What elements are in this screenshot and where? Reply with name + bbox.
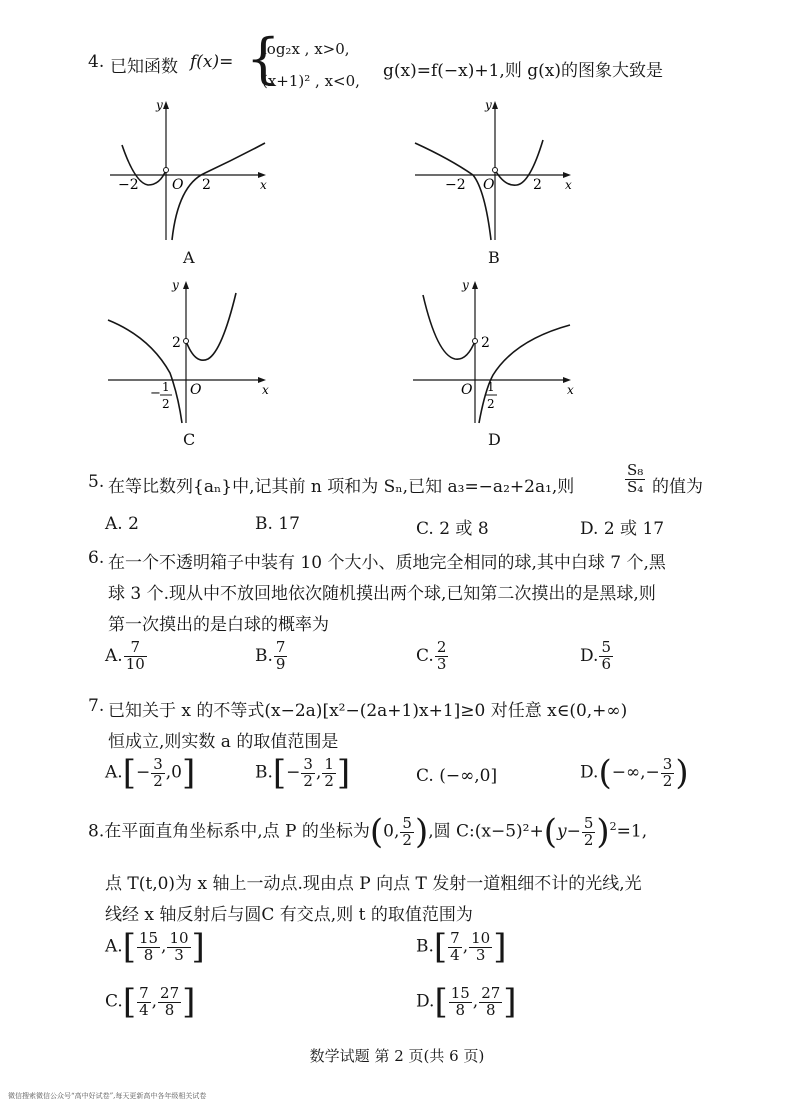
q7-b-label: B. — [255, 762, 273, 783]
q8-line3: 线经 x 轴反射后与圆C 有交点,则 t 的取值范围为 — [105, 905, 473, 925]
graph-d-parabola — [423, 295, 475, 359]
graph-b-y-label: y — [485, 98, 492, 112]
watermark-note: 微信搜索微信公众号“高中好试卷”,每天更新高中各年级相关试卷 — [8, 1092, 207, 1100]
graph-c-y-arrow — [183, 281, 189, 289]
q5-frac-den: S₄ — [627, 477, 644, 496]
q7-option-a[interactable]: A.[− $\frac{3}{2}$ ,0] — [105, 753, 196, 793]
q7-a-den: 2 — [153, 771, 163, 790]
q5-option-b[interactable]: B. 17 — [255, 514, 300, 534]
graph-c-parabola — [186, 293, 236, 360]
q5-fraction — [624, 463, 646, 496]
q5-option-d[interactable]: D. 2 或 17 — [580, 519, 665, 539]
q6-d-den: 6 — [601, 654, 611, 673]
q8-c-d1: 4 — [139, 1000, 149, 1019]
q6-d-label: D. — [580, 645, 599, 666]
q6-d-num: 5 — [601, 638, 611, 656]
q4-case2: (x+1)² , x<0, — [262, 72, 360, 90]
q8-c-n1: 7 — [139, 983, 149, 1002]
graph-a-y-label: y — [156, 98, 163, 112]
q6-c-den: 3 — [436, 654, 447, 673]
q8-c-label: C. — [105, 991, 123, 1012]
q8-a-d1: 8 — [137, 947, 160, 964]
graph-d-origin: O — [461, 382, 473, 398]
q8-b-d2: 3 — [469, 947, 492, 964]
graph-a — [100, 95, 280, 245]
graph-c-x-label: x — [262, 383, 269, 397]
q6-a-den: 10 — [125, 654, 145, 673]
graph-c-minus: − — [150, 386, 161, 401]
q5-option-a[interactable]: A. 2 — [105, 514, 139, 534]
graph-a-open-dot — [164, 168, 169, 173]
graph-d-tick-num: 1 — [487, 380, 495, 394]
graph-c — [100, 275, 280, 425]
q8-b-n1: 7 — [450, 928, 460, 947]
graph-a-log-curve — [172, 143, 265, 240]
q5-frac-num: S₈ — [627, 461, 644, 479]
graph-c-y-label: y — [172, 278, 179, 292]
q4-case1: log₂x , x>0, — [262, 40, 350, 58]
graph-c-tick-num: 1 — [162, 380, 170, 394]
q6-option-a[interactable] — [105, 640, 148, 673]
q5-suffix: 的值为 — [652, 477, 703, 497]
q4-gx: g(x)=f(−x)+1,则 g(x)的图象大致是 — [383, 61, 663, 81]
q7-b-num2: 1 — [324, 754, 334, 773]
q8-l1b: ,圆 C:(x−5)²+ — [428, 821, 544, 842]
q7-option-b[interactable]: B.[− $\frac{3}{2}$ , $\frac{1}{2}$ ] — [255, 753, 351, 793]
q8-c-d2: 8 — [158, 1002, 181, 1019]
q8-b-n2: 10 — [471, 928, 491, 947]
graph-b-tick-pos: 2 — [533, 177, 542, 193]
graph-d-y-label: y — [462, 278, 469, 292]
graph-d-caption: D — [488, 430, 501, 449]
q8-option-a[interactable]: A.[ $\frac{15}{8}$ , $\frac{10}{3}$ ] — [105, 927, 205, 967]
q7-b-den2: 2 — [324, 771, 334, 790]
graph-b-origin: O — [483, 177, 495, 193]
q8-line2: 点 T(t,0)为 x 轴上一动点.现由点 P 向点 T 发射一道粗细不计的光线,光 — [105, 874, 642, 894]
graph-c-origin: O — [190, 382, 202, 398]
q6-line3: 第一次摸出的是白球的概率为 — [108, 615, 329, 635]
graph-b-open-dot — [493, 168, 498, 173]
q7-a-minus: − — [135, 762, 151, 783]
q5-text: 在等比数列{aₙ}中,记其前 n 项和为 Sₙ,已知 a₃=−a₂+2a₁,则 — [108, 477, 575, 497]
q8-d-d1: 8 — [449, 1002, 472, 1019]
q4-fx: f(x)= — [190, 52, 234, 72]
q6-c-label: C. — [416, 645, 434, 666]
q8-option-d[interactable]: D.[ $\frac{15}{8}$ , $\frac{27}{8}$ ] — [416, 982, 517, 1022]
q7-d-label: D. — [580, 762, 599, 783]
q6-line1: 在一个不透明箱子中装有 10 个大小、质地完全相同的球,其中白球 7 个,黑 — [108, 553, 666, 573]
graph-c-tick-den: 2 — [162, 397, 170, 411]
graph-b-y-arrow — [492, 101, 498, 109]
q8-p-den: 2 — [402, 830, 412, 849]
q7-b-den: 2 — [303, 771, 313, 790]
graph-c-log-curve — [108, 320, 182, 423]
q4-number: 4. — [88, 52, 105, 72]
q6-a-label: A. — [105, 645, 123, 666]
q8-b-d1: 4 — [450, 945, 460, 964]
page-footer: 数学试题 第 2 页(共 6 页) — [309, 1047, 485, 1065]
q7-b-minus: − — [286, 762, 301, 783]
q7-a-rest: ,0 — [165, 762, 182, 783]
q7-d-den: 2 — [662, 771, 673, 790]
q8-option-c[interactable]: C.[ $\frac{7}{4}$ , $\frac{27}{8}$ ] — [105, 982, 196, 1022]
graph-b-caption: B — [488, 248, 500, 267]
q8-b-label: B. — [416, 936, 434, 957]
q6-c-num: 2 — [436, 638, 447, 656]
q4-brace: { — [246, 27, 281, 90]
q8-square: 2 — [609, 819, 617, 833]
q8-line1: 8.在平面直角坐标系中,点 P 的坐标为(0, $\frac{5}{2}$ ),圆 C:(x−5)²+(y− $\frac{5}{2}$ )$^2$=1, — [88, 812, 648, 852]
q6-option-b[interactable] — [255, 640, 288, 673]
graph-c-tick-val: 2 — [172, 335, 181, 351]
q8-a-d2: 3 — [167, 947, 190, 964]
graph-a-tick-neg: −2 — [118, 177, 139, 193]
q6-option-d[interactable] — [580, 640, 614, 673]
q5-number: 5. — [88, 472, 105, 492]
graph-a-tick-pos: 2 — [202, 177, 211, 193]
graph-d-y-arrow — [472, 281, 478, 289]
graph-d — [405, 275, 585, 425]
graph-b-x-label: x — [565, 178, 572, 192]
q7-b-num: 3 — [303, 754, 313, 773]
q7-option-d[interactable]: D.(−∞,− $\frac{3}{2}$ ) — [580, 753, 689, 793]
q7-number: 7. — [88, 696, 105, 716]
q6-option-c[interactable] — [416, 640, 449, 673]
q8-a-n2: 10 — [169, 928, 189, 947]
q7-d-pre: −∞,− — [611, 762, 660, 783]
q8-l1a: 在平面直角坐标系中,点 P 的坐标为 — [104, 821, 370, 842]
q6-b-den: 9 — [275, 654, 286, 673]
q7-a-label: A. — [105, 762, 123, 783]
graph-a-y-arrow — [163, 101, 169, 109]
q6-b-num: 7 — [275, 638, 286, 656]
q8-p-num: 5 — [402, 813, 412, 832]
q8-c-den: 2 — [583, 830, 594, 849]
graph-a-caption: A — [183, 248, 195, 267]
q8-d-n2: 27 — [481, 983, 501, 1002]
graph-a-x-label: x — [260, 178, 267, 192]
q7-line1: 已知关于 x 的不等式(x−2a)[x²−(2a+1)x+1]≥0 对任意 x∈(0,+∞) — [108, 701, 628, 721]
q8-p-pre: 0, — [383, 821, 400, 842]
graph-d-open-dot — [473, 339, 478, 344]
graph-c-open-dot — [184, 339, 189, 344]
q6-b-label: B. — [255, 645, 273, 666]
graph-a-origin: O — [172, 177, 184, 193]
q5-option-c[interactable]: C. 2 或 8 — [416, 519, 489, 539]
graph-b — [405, 95, 585, 245]
q7-d-num: 3 — [662, 754, 673, 773]
graph-d-tick-val: 2 — [481, 335, 490, 351]
q7-option-c[interactable]: C. (−∞,0] — [416, 766, 498, 786]
q6-line2: 球 3 个.现从中不放回地依次随机摸出两个球,已知第二次摸出的是黑球,则 — [108, 584, 656, 604]
q8-d-label: D. — [416, 991, 435, 1012]
q8-d-n1: 15 — [450, 983, 470, 1002]
q8-d-d2: 8 — [479, 1002, 502, 1019]
q7-a-num: 3 — [153, 754, 163, 773]
q8-a-label: A. — [105, 936, 123, 957]
q8-option-b[interactable]: B.[ $\frac{7}{4}$ , $\frac{10}{3}$ ] — [416, 927, 507, 967]
graph-d-x-label: x — [567, 383, 574, 397]
graph-c-caption: C — [183, 430, 196, 449]
graph-d-tick-den: 2 — [487, 397, 495, 411]
q8-l1c: =1, — [616, 821, 648, 842]
q6-number: 6. — [88, 548, 105, 568]
q8-c-num: 5 — [583, 813, 594, 832]
q8-y: y− — [556, 821, 581, 842]
q8-c-n2: 27 — [160, 983, 180, 1002]
graph-b-tick-neg: −2 — [445, 177, 466, 193]
q8-a-n1: 15 — [138, 928, 159, 947]
q6-a-num: 7 — [130, 638, 140, 656]
q7-line2: 恒成立,则实数 a 的取值范围是 — [108, 732, 339, 752]
q4-prefix: 已知函数 — [110, 57, 178, 77]
q8-number: 8. — [88, 821, 105, 842]
